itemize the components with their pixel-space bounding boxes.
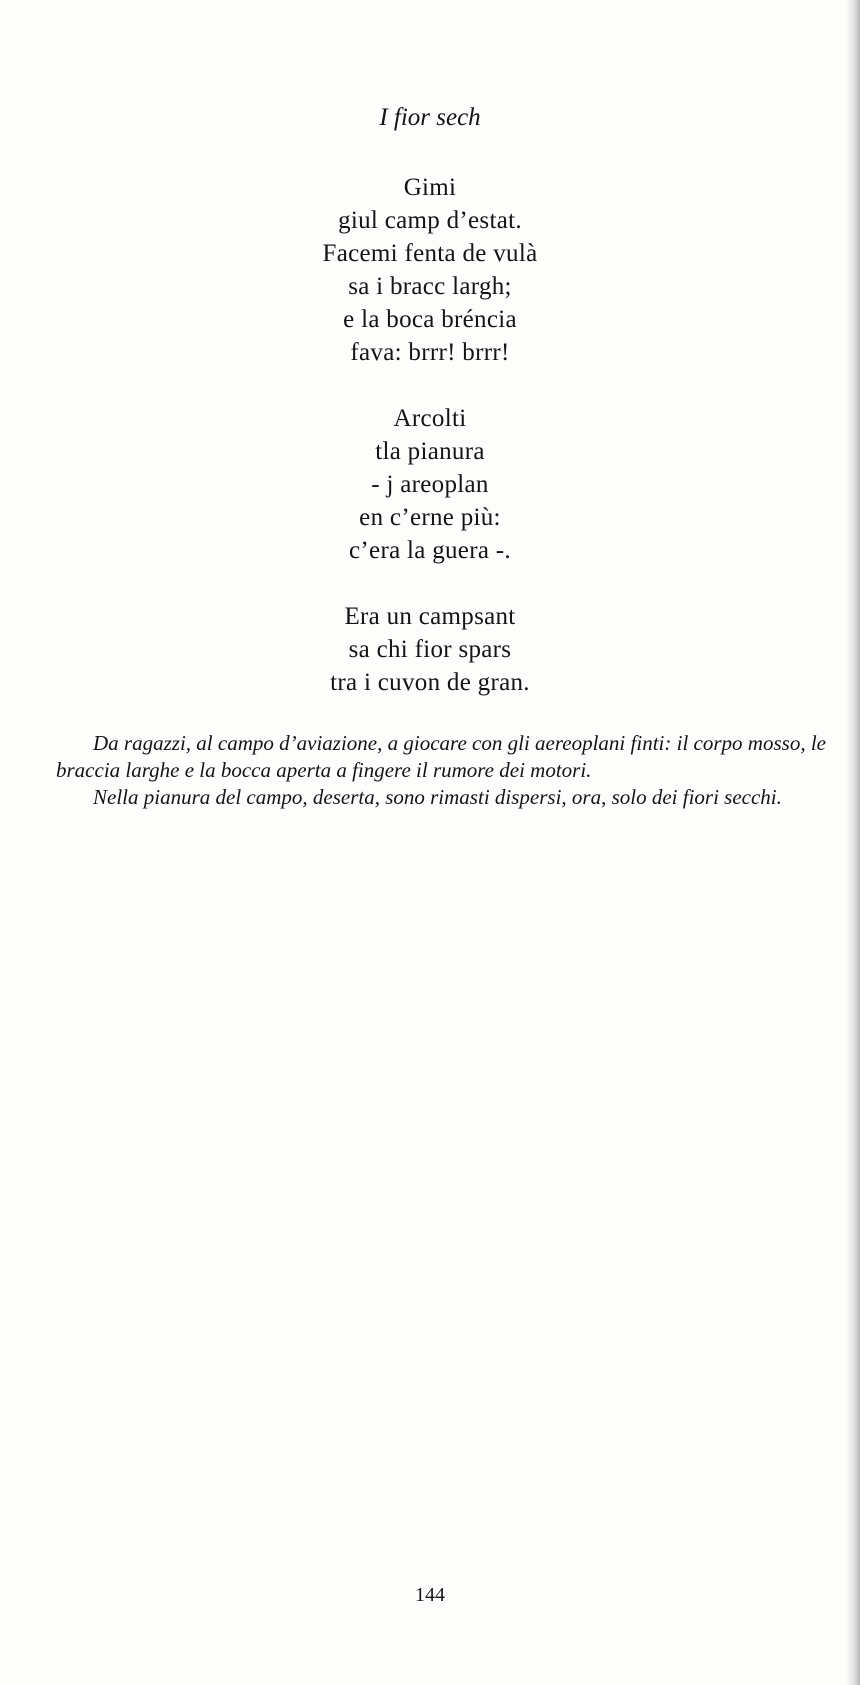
verse-line: sa i bracc largh; [348,273,512,300]
verse-line: Facemi fenta de vulà [322,240,538,267]
note-paragraph-1: Da ragazzi, al campo d’aviazione, a giocare con gli aereoplani finti: il corpo mosso, le braccia larghe e la bocca aperta a fingere il rumore dei motori. [56,731,826,782]
verse-line: Gimi [403,174,457,201]
verse-line: c’era la guera -. [349,537,511,564]
note-paragraph-2: Nella pianura del campo, deserta, sono rimasti dispersi, ora, solo dei fiori secchi. [93,785,782,809]
verse-line: Arcolti [393,405,467,432]
verse-line: tra i cuvon de gran. [330,669,530,696]
verse-line: en c’erne più: [359,504,501,531]
verse-line: Era un campsant [344,603,516,630]
verse-line: tla pianura [375,438,485,465]
page-number: 144 [415,1584,445,1606]
verse-line: e la boca bréncia [343,306,517,333]
verse-line: giul camp d’estat. [338,207,522,234]
verse-line: sa chi fior spars [348,636,512,663]
stanza-2 [0,402,860,567]
verse-line: - j areoplan [371,471,489,498]
poem-title: I fior sech [379,104,481,131]
verse-line: fava: brrr! brrr! [350,339,510,366]
stanza-3 [0,600,860,699]
poem [0,171,860,732]
stanza-1 [0,171,860,369]
translation-note [56,730,826,811]
